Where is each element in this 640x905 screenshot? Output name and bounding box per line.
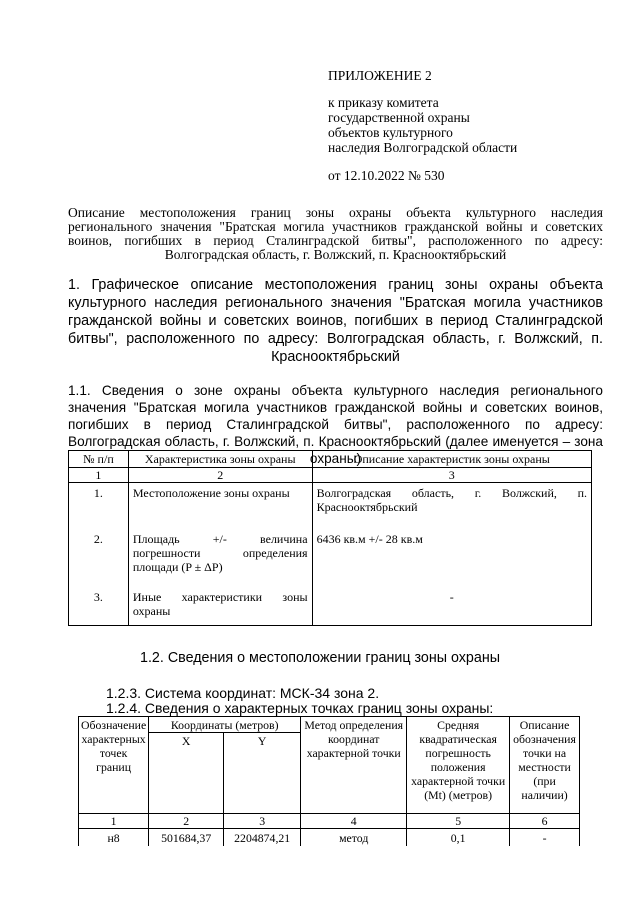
row-number: 3. — [69, 589, 129, 626]
appendix-header — [328, 68, 517, 183]
order-line: государственной охраны — [328, 110, 470, 125]
point-method: метод — [301, 829, 407, 847]
table-row — [69, 589, 592, 626]
column-number: 6 — [510, 814, 580, 829]
order-line: к приказу комитета — [328, 95, 439, 110]
header-characteristic: Характеристика зоны охраны — [128, 451, 312, 468]
point-name: н8 — [79, 829, 149, 847]
order-line: наследия Волгоградской области — [328, 140, 518, 155]
row-number: 1. — [69, 483, 129, 532]
points-heading: 1.2.4. Сведения о характерных точках границ зоны охраны: — [106, 700, 494, 716]
row-characteristic: Местоположение зоны охраны — [128, 483, 312, 532]
header-y: Y — [224, 733, 301, 814]
column-number: 1 — [79, 814, 149, 829]
point-location: - — [510, 829, 580, 847]
header-coordinates-label: Координаты (метров) — [170, 718, 279, 732]
column-number: 3 — [224, 814, 301, 829]
coordinate-system: 1.2.3. Система координат: МСК-34 зона 2. — [106, 685, 380, 701]
section-1-2-title: 1.2. Сведения о местоположении границ зоны охраны — [140, 650, 500, 666]
column-number: 4 — [301, 814, 407, 829]
area-formula: (P ± ΔP) — [181, 560, 223, 574]
row-description: Волгоградская область, г. Волжский, п. Краснооктябрьский — [312, 483, 591, 532]
header-x: X — [149, 733, 224, 814]
table-row — [69, 483, 592, 532]
row-characteristic-text: Площадь +/- величина погрешности определения площади — [132, 532, 308, 574]
order-date: от 12.10.2022 № 530 — [328, 168, 445, 183]
column-number: 1 — [69, 468, 129, 483]
column-number: 5 — [407, 814, 510, 829]
row-characteristic: Иные характеристики зоны охраны — [128, 589, 312, 626]
section-1-title: 1. Графическое описание местоположения границ зоны охраны объекта культурного наследия регионального значения "Братская могила участников гражданской войны и советских воинов, погибших в период Сталинградской битвы", расположенного по адресу: Волгоградская область, г. Волжский, п. Краснооктябрьский — [68, 277, 603, 365]
point-y: 2204874,21 — [224, 829, 301, 847]
header-number: № п/п — [69, 451, 129, 468]
row-description: 6436 кв.м +/- 28 кв.м — [312, 531, 591, 589]
point-accuracy: 0,1 — [407, 829, 510, 847]
header-point: Обозначение характерных точек границ — [79, 717, 149, 814]
section-1-1-title: 1.1. Сведения о зоне охраны объекта культурного наследия регионального значения "Братская могила участников гражданской войны и советских воинов, погибших в период Сталинградской битвы", расположенного по адресу: Волгоградская область, г. Волжский, п. Краснооктябрьский (далее именуется – зона охраны) — [68, 383, 603, 466]
header-description: Описание характеристик зоны охраны — [312, 451, 591, 468]
point-x: 501684,37 — [149, 829, 224, 847]
boundary-points-table — [78, 716, 580, 846]
column-number: 3 — [312, 468, 591, 483]
zone-info-table — [68, 450, 592, 626]
row-characteristic — [128, 531, 312, 589]
header-method: Метод определения координат характерной точки — [301, 717, 407, 814]
order-line: объектов культурного — [328, 125, 453, 140]
table-row — [79, 829, 580, 847]
column-number: 2 — [128, 468, 312, 483]
appendix-heading: ПРИЛОЖЕНИЕ 2 — [328, 68, 432, 83]
header-location: Описание обозначения точки на местности (при наличии) — [510, 717, 580, 814]
document-description: Описание местоположения границ зоны охраны объекта культурного наследия регионального значения "Братская могила участников гражданской войны и советских воинов, погибших в период Сталинградской битвы", расположенного по адресу: Волгоградская область, г. Волжский, п. Краснооктябрьский — [68, 205, 603, 262]
header-coordinates — [149, 717, 301, 733]
header-accuracy: Средняя квадратическая погрешность положения характерной точки (Mt) (метров) — [407, 717, 510, 814]
column-number: 2 — [149, 814, 224, 829]
coordinates-section — [106, 686, 493, 716]
table-row — [69, 531, 592, 589]
row-number: 2. — [69, 531, 129, 589]
row-description: - — [312, 589, 591, 626]
